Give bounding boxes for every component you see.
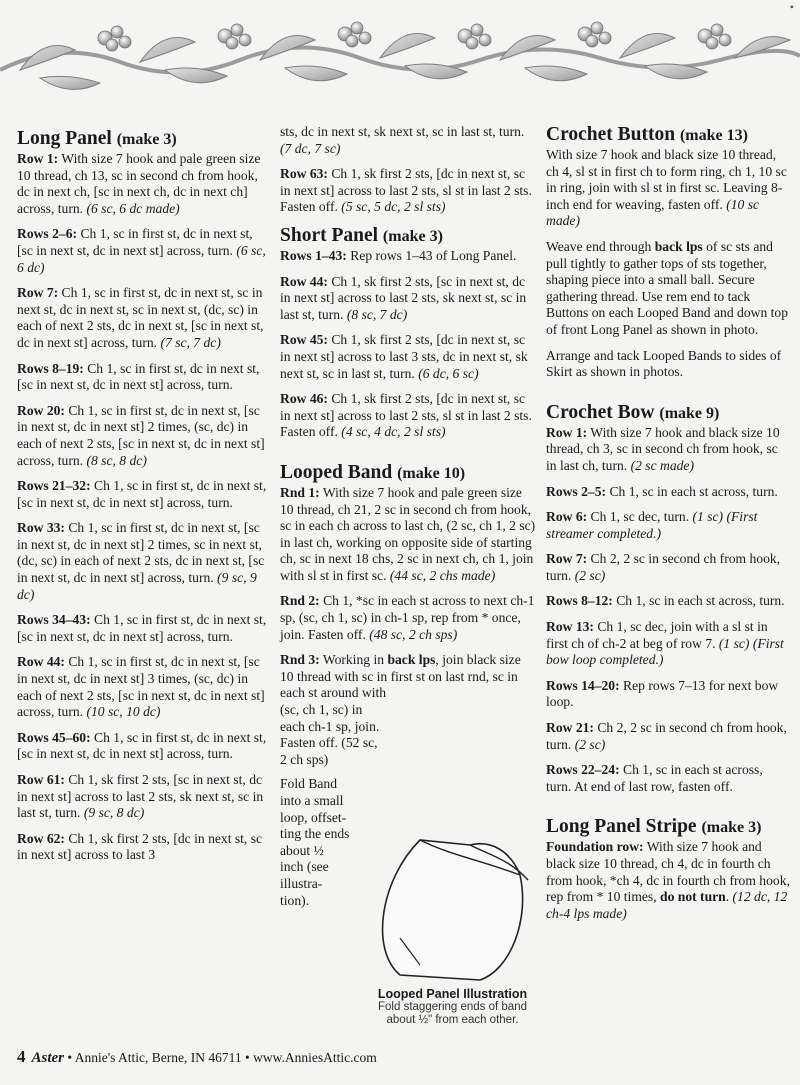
button-p2: Weave end through back lps of sc sts and pull tightly to gather tops of sts together, shaping piece into a small ball. Secure gathering thread. Use rem end to tack Buttons on each Looped Band and down top of front Long Panel as shown in photo. [546, 238, 789, 337]
pattern-row: Rows 8–19: Ch 1, sc in first st, dc in next st, [sc in next st, dc in next st] across, turn. [17, 360, 260, 393]
pattern-row: Row 21: Ch 2, 2 sc in second ch from hook, turn. (2 sc) [546, 720, 787, 752]
pattern-row: Row 44: Ch 1, sk first 2 sts, [sc in next st, dc in next st] across to last 2 sts, sk next st, sc in last st, turn. (8 sc, 7 dc) [280, 273, 527, 322]
page-number: 4 [17, 1047, 26, 1066]
button-p1: With size 7 hook and black size 10 thread, ch 4, sl st in first ch to form ring, ch 1, 10 sc in ring, join with sl st in first sc. Leaving 8-inch end for weaving, fasten off. (10 sc made) [546, 147, 787, 229]
row63: Row 63: Ch 1, sk first 2 sts, [dc in next st, sc in next st] across to last 2 sts, sl st in last 2 sts. Fasten off. (5 sc, 5 dc, 2 sl sts) [280, 166, 532, 215]
crochet-bow-rows [546, 425, 791, 796]
pattern-row: Rows 21–32: Ch 1, sc in first st, dc in next st, [sc in next st, dc in next st] across, turn. [17, 478, 267, 510]
long-panel-heading: Long Panel (make 3) [17, 128, 177, 149]
pattern-row: Rows 8–12: Ch 1, sc in each st across, turn. [546, 593, 785, 609]
short-panel-heading: Short Panel (make 3) [280, 224, 443, 246]
page-footer [17, 1047, 377, 1067]
rnd3-a: Rnd 3: Working in back lps, join black size 10 thread with sc in first st on last rnd, sc in each st around with [280, 652, 521, 701]
pattern-row: Row 1: With size 7 hook and black size 10 thread, ch 3, sc in second ch from hook, sc in last ch, turn. (2 sc made) [546, 424, 780, 473]
row62-continuation: sts, dc in next st, sk next st, sc in last st, turn. (7 dc, 7 sc) [280, 124, 525, 156]
fold-band: Fold Band into a small loop, offset-ting the ends about ½ inch (see illustra-tion). [280, 776, 350, 908]
magazine-name: Aster [31, 1050, 65, 1066]
pattern-row: Row 33: Ch 1, sc in first st, dc in next st, [sc in next st, dc in next st] 2 times, sc in next st, (dc, sc) in each of next 2 sts, dc in next st, [sc in next st, dc in next st] across, turn. (9 sc, 9 dc) [17, 520, 265, 602]
pattern-row: Row 1: With size 7 hook and pale green size 10 thread, ch 13, sc in second ch from hook, dc in next ch, [sc in next ch, dc in next ch] across, turn. (6 sc, 6 dc made) [17, 151, 261, 216]
right-column [546, 118, 791, 931]
left-column [17, 118, 270, 873]
pattern-row: Row 6: Ch 1, sc dec, turn. (1 sc) (First streamer completed.) [546, 509, 758, 541]
rnd3-b: (sc, ch 1, sc) in each ch-1 sp, join. Fasten off. (52 sc, 2 ch sps) [280, 702, 380, 767]
pattern-row: Rows 45–60: Ch 1, sc in first st, dc in next st, [sc in next st, dc in next st] across, turn. [17, 729, 267, 762]
pattern-row: Row 45: Ch 1, sk first 2 sts, [dc in next st, sc in next st] across to last 3 sts, dc in next st, sk next st, sc in last st, turn. (6 dc, 6 sc) [280, 332, 528, 381]
floral-banner [0, 0, 800, 118]
middle-column [280, 118, 537, 909]
pattern-row: Row 7: Ch 1, sc in first st, dc in next st, sc in next st, dc in next st, sc in next st, (dc, sc) in each of next 2 sts, dc in next st, [sc in next st, dc in next st] across, turn. (7 sc, 7 dc) [17, 285, 264, 350]
pattern-row: Row 13: Ch 1, sc dec, join with a sl st in first ch of ch-2 at beg of row 7. (1 sc) (First bow loop completed.) [546, 619, 784, 668]
pattern-row: Rows 1–43: Rep rows 1–43 of Long Panel. [280, 247, 517, 263]
rnd2: Rnd 2: Ch 1, *sc in each st across to next ch-1 sp, (sc, ch 1, sc) in ch-1 sp, rep from * once, join. Fasten off. (48 sc, 2 ch sps) [280, 593, 535, 642]
illustration-title: Looped Panel Illustration [377, 987, 528, 1001]
pattern-row: Rows 34–43: Ch 1, sc in first st, dc in next st, [sc in next st, dc in next st] across, turn. [17, 612, 267, 644]
long-panel-rows [17, 151, 270, 864]
rnd1: Rnd 1: With size 7 hook and pale green size 10 thread, ch 21, 2 sc in second ch from hook, sc in each ch across to last ch, (2 sc, ch 1, 2 sc) in last ch, working on opposite side of starting ch, sc in next 18 chs, 2 sc in next ch, ch 1, join with sl st in first sc. (44 sc, 2 chs made) [280, 484, 536, 583]
crochet-bow-heading: Crochet Bow (make 9) [546, 401, 720, 423]
pattern-row: Row 61: Ch 1, sk first 2 sts, [sc in next st, dc in next st] across to last 2 sts, sk next st, sc in last st, turn. (9 sc, 8 dc) [17, 772, 264, 821]
pattern-row: Rows 14–20: Rep rows 7–13 for next bow loop. [546, 677, 779, 710]
pattern-row: Rows 2–5: Ch 1, sc in each st across, turn. [546, 483, 778, 499]
long-panel-stripe-heading: Long Panel Stripe (make 3) [546, 816, 762, 838]
illustration-text: Fold staggering ends of band about ½" from each other. [378, 1001, 527, 1026]
crochet-button-heading: Crochet Button (make 13) [546, 124, 748, 145]
button-p3: Arrange and tack Looped Bands to sides of Skirt as shown in photos. [546, 347, 782, 380]
pattern-row: Row 44: Ch 1, sc in first st, dc in next st, [sc in next st, dc in next st] 3 times, (sc, dc) in each of next 2 sts, [sc in next st, dc in next st] across, turn. (10 sc, 10 dc) [17, 654, 265, 720]
pattern-row: Row 7: Ch 2, 2 sc in second ch from hook, turn. (2 sc) [546, 551, 781, 583]
pattern-row: Row 62: Ch 1, sk first 2 sts, [dc in next st, sc in next st] across to last 3 [17, 830, 263, 863]
looped-band-heading: Looped Band (make 10) [280, 461, 466, 483]
illustration-caption [365, 987, 540, 1027]
looped-panel-illustration [360, 820, 550, 990]
foundation-row: Foundation row: With size 7 hook and black size 10 thread, ch 4, dc in fourth ch from hook, *ch 4, dc in fourth ch from hook, rep from * 10 times, do not turn. (12 dc, 12 ch-4 lps made) [546, 839, 790, 921]
publisher-info: • Annie's Attic, Berne, IN 46711 • www.AnniesAttic.com [64, 1050, 377, 1065]
corner-mark: • [789, 0, 794, 14]
short-panel-rows [280, 248, 537, 441]
pattern-row: Row 46: Ch 1, sk first 2 sts, [dc in next st, sc in next st] across to last 2 sts, sl st in last 2 sts. Fasten off. (4 sc, 4 dc, 2 sl sts) [280, 391, 532, 440]
pattern-row: Rows 22–24: Ch 1, sc in each st across, turn. At end of last row, fasten off. [546, 762, 763, 794]
pattern-row: Row 20: Ch 1, sc in first st, dc in next st, [sc in next st, dc in next st] 2 times, (sc, dc) in each of next 2 sts, [sc in next st, dc in next st] across, turn. (8 sc, 8 dc) [17, 402, 265, 468]
pattern-row: Rows 2–6: Ch 1, sc in first st, dc in next st, [sc in next st, dc in next st] across, turn. (6 sc, 6 dc) [17, 226, 266, 275]
